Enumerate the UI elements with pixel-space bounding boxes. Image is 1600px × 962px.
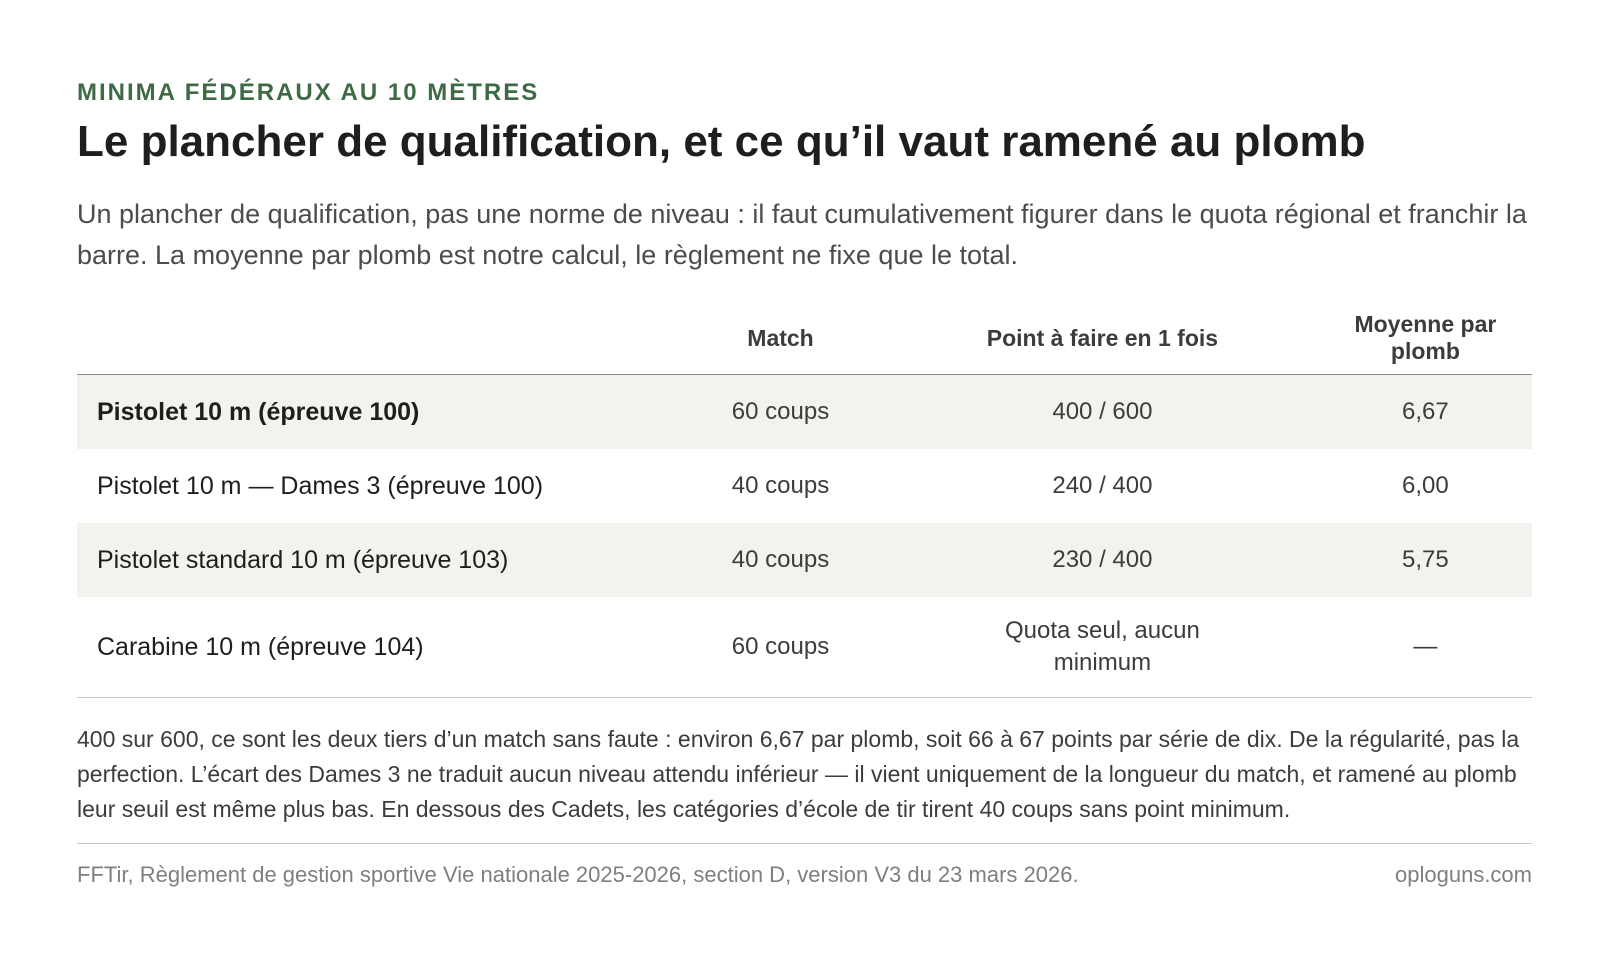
explanatory-note: 400 sur 600, ce sont les deux tiers d’un match sans faute : environ 6,67 par plomb, soit 66 à 67 points par série de dix. De la régularité, pas la perfection. L’écart des Dames 3 ne traduit aucun niveau attendu inférieur — il vient uniquement de la longueur du match, et ramené au plomb leur seuil est même plus bas. En dessous des Cadets, les catégories d’école de tir tirent 40 coups sans point minimum.: [77, 726, 1520, 822]
row-match: 40 coups: [675, 523, 886, 597]
row-points-text: Quota seul, aucun minimum: [1005, 617, 1200, 676]
table-row: [77, 597, 1532, 698]
table-row: [77, 449, 1532, 523]
minima-table: [77, 302, 1532, 698]
page-title: Le plancher de qualification, et ce qu’il vaut ramené au plomb: [77, 117, 1366, 166]
table-header-row: [77, 302, 1532, 375]
row-match: 40 coups: [731, 472, 830, 499]
source-citation: FFTir, Règlement de gestion sportive Vie nationale 2025-2026, section D, version V3 du 23 mars 2026.: [77, 862, 1079, 887]
table-row: [77, 523, 1532, 597]
column-header-average: Moyenne par plomb: [1319, 302, 1532, 375]
row-average: 5,75: [1319, 523, 1532, 597]
eyebrow: MINIMA FÉDÉRAUX AU 10 MÈTRES: [77, 79, 540, 106]
row-label: Pistolet 10 m (épreuve 100): [77, 375, 675, 450]
row-average: —: [1319, 597, 1532, 698]
site-credit: oploguns.com: [1395, 862, 1532, 887]
row-points: 400 / 600: [886, 375, 1319, 450]
row-match: 60 coups: [675, 597, 886, 698]
row-points: 230 / 400: [886, 523, 1319, 597]
qualification-card: [77, 78, 1532, 888]
row-average: 6,67: [1319, 375, 1532, 450]
row-points: [886, 597, 1319, 698]
row-label: Pistolet 10 m — Dames 3 (épreuve 100): [97, 471, 544, 500]
row-points: 240 / 400: [1052, 472, 1153, 499]
row-label: Carabine 10 m (épreuve 104): [77, 597, 675, 698]
column-header-points: Point à faire en 1 fois: [886, 302, 1319, 375]
row-label: Pistolet standard 10 m (épreuve 103): [77, 523, 675, 597]
table-row: [77, 375, 1532, 450]
column-header-label: [77, 302, 675, 375]
lede: Un plancher de qualification, pas une norme de niveau : il faut cumulativement figurer dans le quota régional et franchir la barre. La moyenne par plomb est notre calcul, le règlement ne fixe que le total.: [77, 199, 1527, 270]
row-match: 60 coups: [675, 375, 886, 450]
column-header-match: Match: [675, 302, 886, 375]
row-average: 6,00: [1402, 472, 1449, 499]
footer: [77, 843, 1532, 888]
